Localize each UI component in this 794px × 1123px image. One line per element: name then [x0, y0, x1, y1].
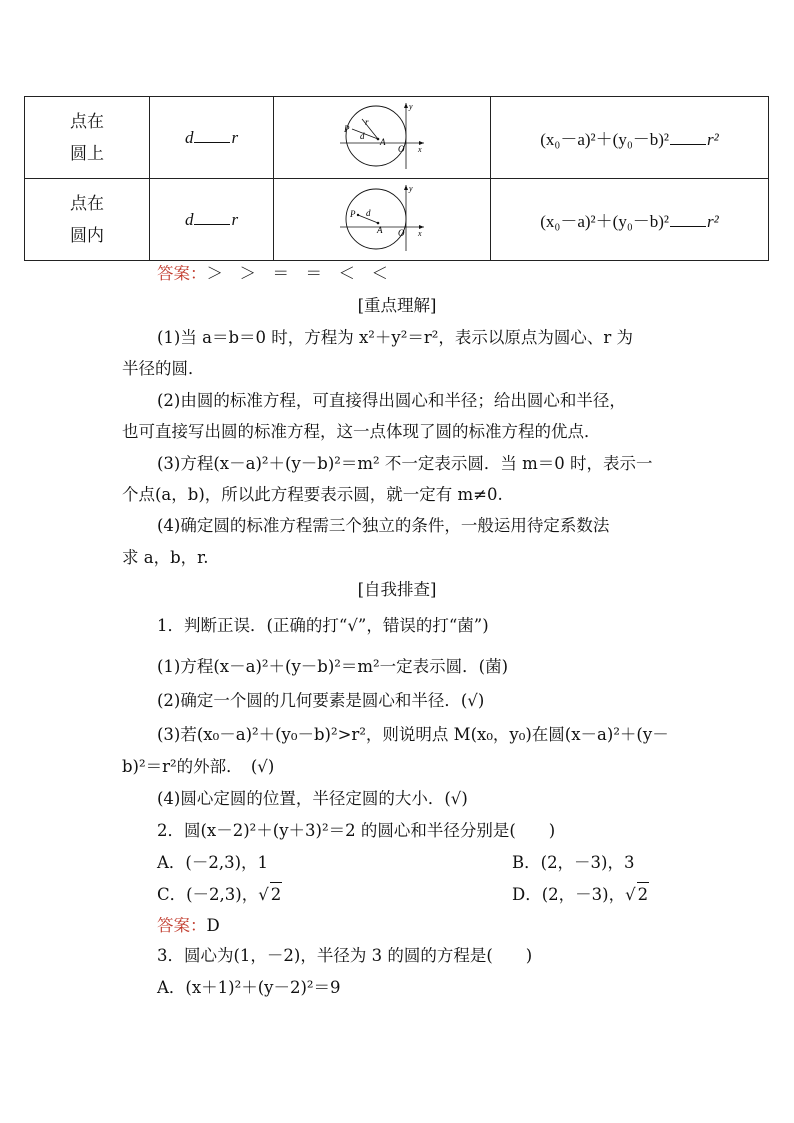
circle-diagram-inside-svg	[332, 183, 432, 253]
comparison-r: r	[231, 127, 239, 147]
key-point-3-line2: 个点(a，b)，所以此方程要表示圆，就一定有 m≠0.	[122, 485, 503, 504]
label-d: d	[366, 207, 371, 218]
distance-comparison	[150, 97, 274, 179]
row-label-line2: 圆内	[70, 225, 104, 246]
label-p: P	[344, 123, 350, 134]
formula-left: (x₀－a)²＋(y₀－b)²	[540, 212, 670, 231]
label-x: x	[418, 228, 422, 238]
key-point-1-line1: (1)当 a＝b＝0 时，方程为 x²＋y²＝r²，表示以原点为圆心、r 为	[157, 328, 633, 347]
row-label	[25, 97, 150, 179]
circle-diagram-on	[274, 97, 491, 179]
label-r: r	[365, 116, 369, 127]
section-heading-self: [自我排查]	[357, 580, 437, 599]
q2-option-a: A．(－2,3)，1	[157, 853, 269, 872]
formula-cell	[491, 97, 769, 179]
row-label-line1: 点在	[70, 111, 104, 132]
row-label-line2: 圆上	[70, 143, 104, 164]
q1-item-2: (2)确定一个圆的几何要素是圆心和半径．(√)	[157, 691, 485, 710]
answer-text: D	[206, 916, 220, 935]
q3-option-a: A．(x＋1)²＋(y－2)²＝9	[157, 978, 341, 997]
formula-cell	[491, 179, 769, 261]
sqrt-icon: √	[625, 885, 636, 904]
circle-diagram-inside	[274, 179, 491, 261]
distance-comparison	[150, 179, 274, 261]
label-d: d	[360, 130, 365, 141]
key-point-2-line2: 也可直接写出圆的标准方程，这一点体现了圆的标准方程的优点．	[122, 422, 601, 441]
key-point-1-line2: 半径的圆．	[122, 359, 205, 378]
label-o: O	[398, 143, 405, 154]
row-label	[25, 179, 150, 261]
label-y: y	[409, 101, 413, 111]
sqrt-radicand: 2	[270, 882, 283, 907]
q1-item-4: (4)圆心定圆的位置，半径定圆的大小．(√)	[157, 789, 468, 808]
answer-blank	[670, 212, 706, 227]
q3-stem: 3．圆心为(1，－2)，半径为 3 的圆的方程是( )	[157, 946, 533, 965]
table-row	[25, 97, 769, 179]
sqrt-radicand: 2	[637, 882, 650, 907]
q1-stem: 1．判断正误．(正确的打“√”，错误的打“菌”)	[157, 616, 489, 635]
key-point-4-line1: (4)确定圆的标准方程需三个独立的条件，一般运用待定系数法	[157, 516, 610, 535]
option-d-text: D．(2，－3)，	[512, 885, 626, 904]
label-p: P	[350, 208, 356, 219]
key-point-2-line1: (2)由圆的标准方程，可直接得出圆心和半径；给出圆心和半径，	[157, 391, 626, 410]
formula-left: (x₀－a)²＋(y₀－b)²	[540, 130, 670, 149]
q1-item-3-cont: b)²＝r²的外部． (√)	[122, 757, 275, 776]
label-y: y	[409, 183, 413, 193]
label-a: A	[380, 136, 386, 147]
q1-item-3: (3)若(x₀－a)²＋(y₀－b)²>r²，则说明点 M(x₀，y₀)在圆(x－a)²＋(y－	[157, 725, 669, 744]
comparison-d: d	[184, 209, 194, 229]
q2-stem: 2．圆(x－2)²＋(y＋3)²＝2 的圆心和半径分别是( )	[157, 821, 556, 840]
sqrt-icon: √	[258, 885, 269, 904]
label-x: x	[418, 144, 422, 154]
comparison-r: r	[231, 209, 239, 229]
circle-diagram-on-svg	[332, 101, 432, 171]
q2-option-c	[157, 882, 282, 907]
point-circle-position-table	[24, 96, 769, 261]
q2-option-d	[512, 882, 649, 907]
answer-text: ＞ ＞ ＝ ＝ ＜ ＜	[206, 264, 388, 283]
table-row	[25, 179, 769, 261]
comparison-d: d	[184, 127, 194, 147]
formula-right: r²	[707, 130, 719, 149]
key-point-4-line2: 求 a，b，r.	[122, 548, 209, 567]
answer-line-1	[157, 262, 388, 286]
q2-answer	[157, 914, 220, 938]
q1-item-1: (1)方程(x－a)²＋(y－b)²＝m²一定表示圆．(菌)	[157, 657, 509, 676]
answer-blank	[194, 128, 230, 143]
label-o: O	[398, 227, 405, 238]
section-heading-key: [重点理解]	[357, 296, 437, 315]
answer-blank	[670, 130, 706, 145]
key-point-3-line1: (3)方程(x－a)²＋(y－b)²＝m² 不一定表示圆．当 m＝0 时，表示一	[157, 454, 653, 473]
answer-blank	[194, 210, 230, 225]
q2-option-b: B．(2，－3)，3	[512, 853, 635, 872]
label-a: A	[377, 224, 383, 235]
row-label-line1: 点在	[70, 193, 104, 214]
formula-right: r²	[707, 212, 719, 231]
answer-label: 答案：	[157, 264, 207, 283]
answer-label: 答案：	[157, 916, 207, 935]
option-c-text: C．(－2,3)，	[157, 885, 259, 904]
